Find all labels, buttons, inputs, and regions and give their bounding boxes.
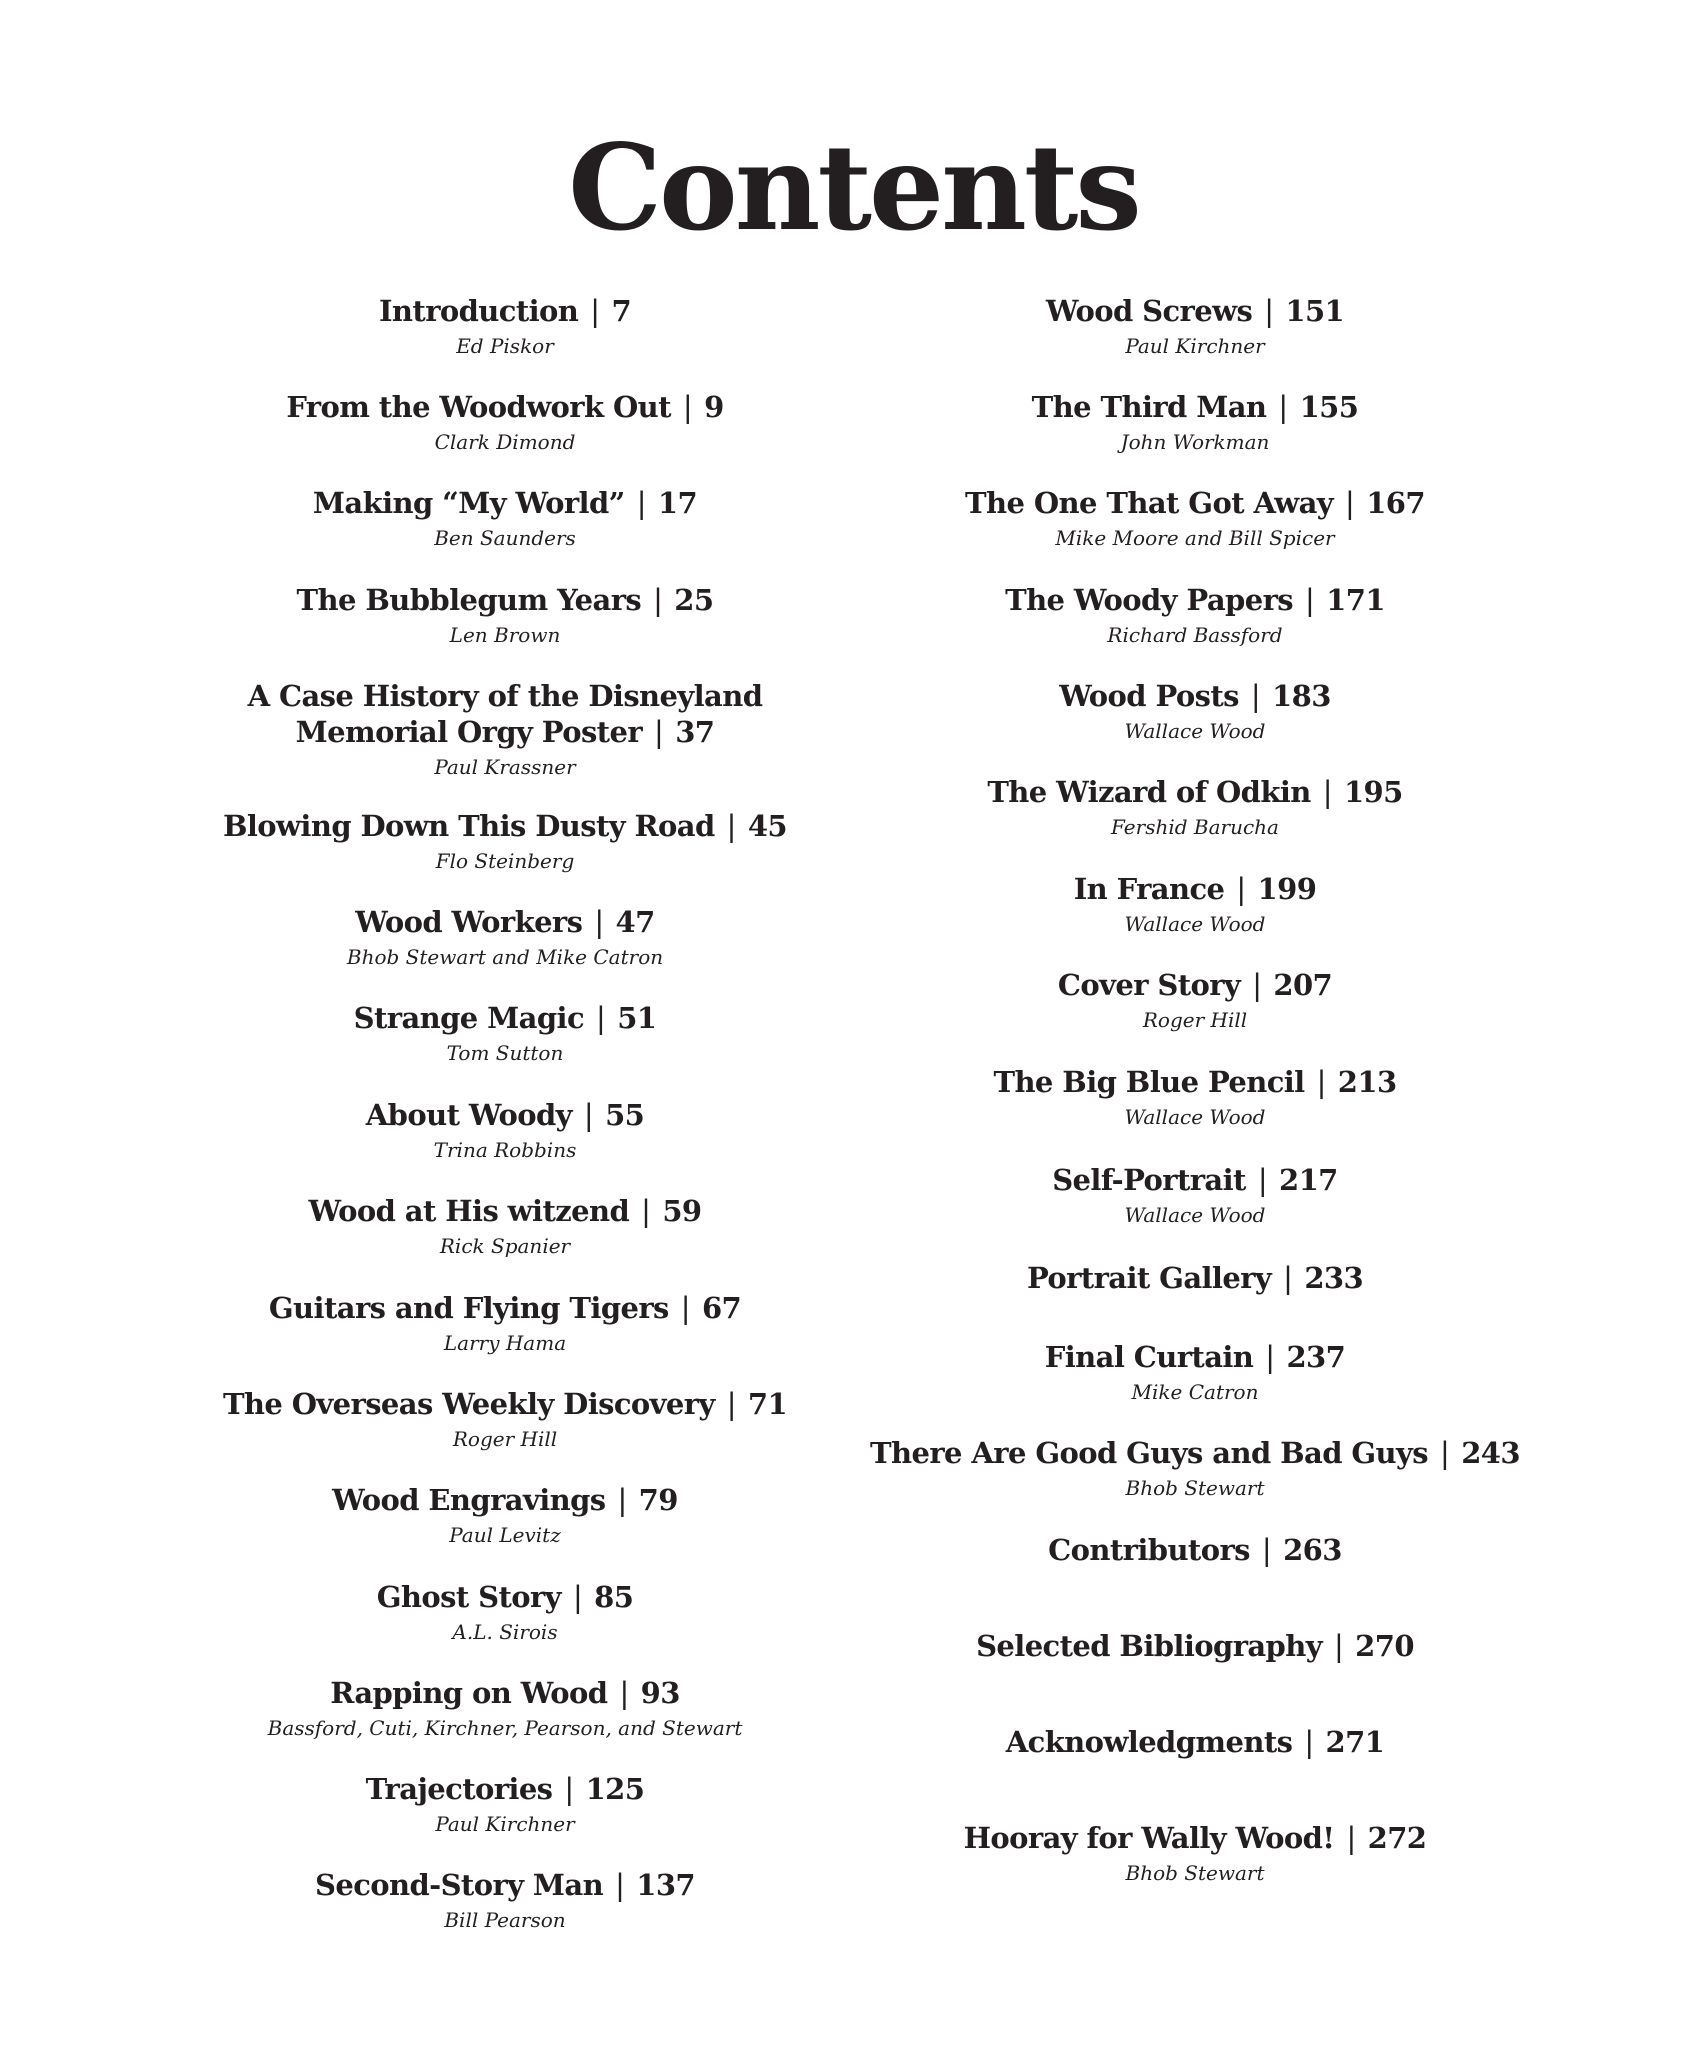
entry-separator: | [726, 1387, 736, 1421]
toc-entry [845, 1820, 1545, 1888]
toc-entry-heading [155, 1000, 855, 1036]
entry-title: Rapping on Wood [330, 1676, 608, 1710]
toc-entry [155, 293, 855, 361]
entry-page-number: 207 [1273, 968, 1333, 1002]
toc-entry-heading [155, 293, 855, 329]
toc-entry [845, 1724, 1545, 1760]
toc-entry-heading [155, 1482, 855, 1518]
toc-entry [845, 1260, 1545, 1296]
toc-entry-heading [155, 904, 855, 940]
entry-author: Tom Sutton [446, 1041, 564, 1065]
entry-page-number: 59 [662, 1194, 702, 1228]
toc-entry-heading [155, 1579, 855, 1615]
entry-author: Richard Bassford [1107, 623, 1283, 647]
entry-page-number: 55 [605, 1098, 645, 1132]
entry-title: Wood Workers [355, 905, 583, 939]
entry-title: Hooray for Wally Wood! [963, 1821, 1335, 1855]
entry-title: Making “My World” [312, 486, 625, 520]
toc-entry-heading [845, 1162, 1545, 1198]
entry-page-number: 155 [1299, 390, 1359, 424]
entry-author: Bhob Stewart [1125, 1861, 1265, 1885]
entry-separator: | [1261, 1533, 1272, 1567]
toc-entry-heading [845, 774, 1545, 810]
toc-entry-heading [155, 808, 855, 844]
toc-entry-heading [845, 1435, 1545, 1471]
entry-title: Contributors [1048, 1533, 1250, 1567]
entry-author: Wallace Wood [1124, 912, 1266, 936]
entry-author: Bhob Stewart [1125, 1476, 1265, 1500]
toc-entry-heading [845, 1532, 1545, 1568]
entry-separator: | [564, 1772, 574, 1806]
entry-author: John Workman [1120, 430, 1270, 454]
entry-page-number: 167 [1366, 486, 1425, 520]
entry-title: Strange Magic [353, 1001, 585, 1035]
entry-title: Guitars and Flying Tigers [268, 1291, 669, 1325]
entry-title: Introduction [378, 294, 579, 328]
entry-separator: | [596, 1001, 606, 1035]
toc-entry [155, 1675, 855, 1743]
entry-separator: | [1236, 872, 1246, 906]
entry-separator: | [1316, 1065, 1326, 1099]
entry-separator: | [1333, 1629, 1344, 1663]
entry-separator: | [654, 715, 664, 749]
toc-entry [845, 389, 1545, 457]
entry-page-number: 213 [1337, 1065, 1397, 1099]
entry-separator: | [1278, 390, 1288, 424]
entry-separator: | [590, 294, 600, 328]
toc-entry-heading [155, 1771, 855, 1807]
toc-entry [155, 582, 855, 650]
entry-title: Ghost Story [376, 1580, 561, 1614]
entry-page-number: 25 [674, 583, 714, 617]
entry-page-number: 85 [594, 1580, 634, 1614]
toc-entry [155, 389, 855, 457]
entry-author: Bill Pearson [444, 1908, 566, 1932]
toc-entry-heading [845, 1064, 1545, 1100]
entry-title: Self-Portrait [1052, 1163, 1246, 1197]
toc-entry [845, 485, 1545, 553]
entry-page-number: 243 [1461, 1436, 1520, 1470]
entry-separator: | [1252, 968, 1262, 1002]
entry-title: Trajectories [365, 1772, 553, 1806]
entry-page-number: 217 [1279, 1163, 1338, 1197]
toc-entry-heading [845, 1820, 1545, 1856]
toc-entry-heading [845, 871, 1545, 907]
entry-separator: | [1346, 1821, 1356, 1855]
entry-author: Paul Levitz [449, 1523, 561, 1547]
entry-separator: | [1283, 1261, 1293, 1295]
entry-author: Roger Hill [1142, 1008, 1248, 1032]
entry-author: Wallace Wood [1124, 1105, 1266, 1129]
entry-title: Wood at His witzend [308, 1194, 630, 1228]
entry-title: Cover Story [1057, 968, 1241, 1002]
entry-author: Flo Steinberg [435, 849, 575, 873]
entry-separator: | [617, 1483, 627, 1517]
entry-title: Final Curtain [1044, 1340, 1254, 1374]
toc-entry [155, 1193, 855, 1261]
toc-entry [155, 1386, 855, 1454]
toc-entry-heading [845, 1260, 1545, 1296]
toc-entry-heading [155, 678, 855, 750]
entry-author: Bassford, Cuti, Kirchner, Pearson, and Stewart [267, 1716, 743, 1740]
toc-entry [845, 582, 1545, 650]
entry-page-number: 233 [1304, 1261, 1364, 1295]
entry-separator: | [1322, 775, 1332, 809]
entry-author: Clark Dimond [434, 430, 576, 454]
entry-author: Ben Saunders [434, 526, 576, 550]
toc-entry [155, 485, 855, 553]
entry-title: Blowing Down This Dusty Road [222, 809, 715, 843]
entry-author: Larry Hama [443, 1331, 567, 1355]
toc-entry [845, 1532, 1545, 1568]
toc-entry [155, 808, 855, 876]
toc-entry-heading [845, 389, 1545, 425]
entry-author: Wallace Wood [1124, 1203, 1266, 1227]
toc-column-right [845, 0, 1545, 2048]
entry-title: The Wizard of Odkin [987, 775, 1311, 809]
entry-page-number: 45 [747, 809, 787, 843]
entry-page-number: 37 [675, 715, 715, 749]
entry-page-number: 79 [638, 1483, 678, 1517]
toc-entry [155, 678, 855, 782]
entry-author: Wallace Wood [1124, 719, 1266, 743]
entry-page-number: 195 [1343, 775, 1403, 809]
entry-separator: | [583, 1098, 594, 1132]
entry-author: Rick Spanier [439, 1234, 571, 1258]
toc-entry-heading [155, 1290, 855, 1326]
entry-page-number: 271 [1325, 1725, 1385, 1759]
toc-entry-heading [845, 293, 1545, 329]
toc-entry [155, 1867, 855, 1935]
entry-title: Wood Posts [1059, 679, 1239, 713]
entry-title: From the Woodwork Out [286, 390, 671, 424]
toc-entry-heading [845, 582, 1545, 618]
entry-separator: | [636, 486, 646, 520]
toc-entry-heading [155, 1675, 855, 1711]
entry-page-number: 272 [1367, 1821, 1427, 1855]
toc-entry-heading [155, 1386, 855, 1422]
entry-separator: | [1264, 294, 1274, 328]
entry-page-number: 51 [617, 1001, 657, 1035]
entry-title: Selected Bibliography [976, 1629, 1322, 1663]
toc-entry [155, 1000, 855, 1068]
entry-separator: | [1250, 679, 1261, 713]
toc-entry [155, 904, 855, 972]
entry-title: The Overseas Weekly Discovery [222, 1387, 715, 1421]
entry-author: Paul Kirchner [1125, 334, 1265, 358]
entry-title: Wood Screws [1045, 294, 1253, 328]
entry-page-number: 47 [615, 905, 655, 939]
entry-separator: | [1265, 1340, 1275, 1374]
entry-separator: | [653, 583, 663, 617]
entry-separator: | [1304, 1725, 1314, 1759]
entry-author: Bhob Stewart and Mike Catron [346, 945, 664, 969]
entry-author: Paul Krassner [434, 755, 576, 779]
entry-page-number: 183 [1272, 679, 1331, 713]
entry-title: Acknowledgments [1005, 1725, 1293, 1759]
toc-entry [845, 1435, 1545, 1503]
entry-author: Ed Piskor [456, 334, 554, 358]
entry-separator: | [1257, 1163, 1268, 1197]
toc-entry [845, 1339, 1545, 1407]
entry-author: Paul Kirchner [435, 1812, 575, 1836]
entry-separator: | [682, 390, 693, 424]
entry-title: Second-Story Man [315, 1868, 604, 1902]
entry-author: Fershid Barucha [1111, 815, 1279, 839]
entry-page-number: 93 [640, 1676, 680, 1710]
entry-title: A Case History of the Disneyland Memorial Orgy Poster [247, 679, 763, 749]
entry-page-number: 199 [1257, 872, 1317, 906]
toc-entry [845, 1628, 1545, 1664]
entry-separator: | [615, 1868, 625, 1902]
toc-entry-heading [155, 1867, 855, 1903]
toc-entry-heading [155, 582, 855, 618]
entry-separator: | [619, 1676, 629, 1710]
entry-separator: | [572, 1580, 583, 1614]
entry-page-number: 7 [611, 294, 632, 328]
entry-title: The Big Blue Pencil [993, 1065, 1305, 1099]
entry-author: Trina Robbins [433, 1138, 577, 1162]
entry-page-number: 151 [1285, 294, 1345, 328]
toc-entry-heading [845, 678, 1545, 714]
toc-entry [845, 774, 1545, 842]
entry-separator: | [1440, 1436, 1450, 1470]
entry-page-number: 125 [585, 1772, 645, 1806]
entry-title: In France [1073, 872, 1225, 906]
toc-column-left [155, 0, 855, 2048]
entry-separator: | [726, 809, 736, 843]
toc-entry-heading [155, 1193, 855, 1229]
toc-entry [845, 293, 1545, 361]
entry-title: Portrait Gallery [1026, 1261, 1272, 1295]
entry-separator: | [1345, 486, 1355, 520]
entry-title: The Bubblegum Years [296, 583, 642, 617]
toc-entry-heading [155, 1097, 855, 1133]
entry-page-number: 137 [636, 1868, 695, 1902]
entry-page-number: 263 [1283, 1533, 1342, 1567]
toc-entry [845, 1162, 1545, 1230]
entry-title: There Are Good Guys and Bad Guys [870, 1436, 1429, 1470]
entry-page-number: 71 [747, 1387, 788, 1421]
entry-separator: | [641, 1194, 651, 1228]
toc-entry [155, 1290, 855, 1358]
toc-entry-heading [845, 1628, 1545, 1664]
entry-separator: | [594, 905, 604, 939]
toc-entry-heading [845, 1724, 1545, 1760]
entry-author: Roger Hill [452, 1427, 558, 1451]
toc-entry-heading [845, 1339, 1545, 1375]
toc-entry [155, 1771, 855, 1839]
entry-page-number: 270 [1355, 1629, 1414, 1663]
toc-entry-heading [845, 967, 1545, 1003]
toc-entry [155, 1097, 855, 1165]
entry-page-number: 67 [701, 1291, 742, 1325]
entry-separator: | [1304, 583, 1315, 617]
toc-entry [845, 871, 1545, 939]
toc-entry-heading [155, 389, 855, 425]
entry-page-number: 17 [657, 486, 698, 520]
entry-page-number: 171 [1326, 583, 1385, 617]
toc-entry-heading [845, 485, 1545, 521]
toc-entry [845, 678, 1545, 746]
entry-title: About Woody [365, 1098, 572, 1132]
toc-entry [845, 967, 1545, 1035]
toc-entry-heading [155, 485, 855, 521]
page-title: Contents [568, 118, 1139, 257]
entry-author: Len Brown [449, 623, 561, 647]
entry-author: Mike Catron [1131, 1380, 1259, 1404]
entry-title: The Woody Papers [1005, 583, 1293, 617]
entry-title: The One That Got Away [965, 486, 1334, 520]
entry-title: The Third Man [1031, 390, 1267, 424]
entry-page-number: 9 [704, 390, 724, 424]
toc-entry [155, 1579, 855, 1647]
entry-page-number: 237 [1286, 1340, 1346, 1374]
entry-author: Mike Moore and Bill Spicer [1055, 526, 1335, 550]
entry-author: A.L. Sirois [452, 1620, 558, 1644]
entry-title: Wood Engravings [332, 1483, 606, 1517]
toc-entry [845, 1064, 1545, 1132]
entry-separator: | [680, 1291, 690, 1325]
toc-entry [155, 1482, 855, 1550]
